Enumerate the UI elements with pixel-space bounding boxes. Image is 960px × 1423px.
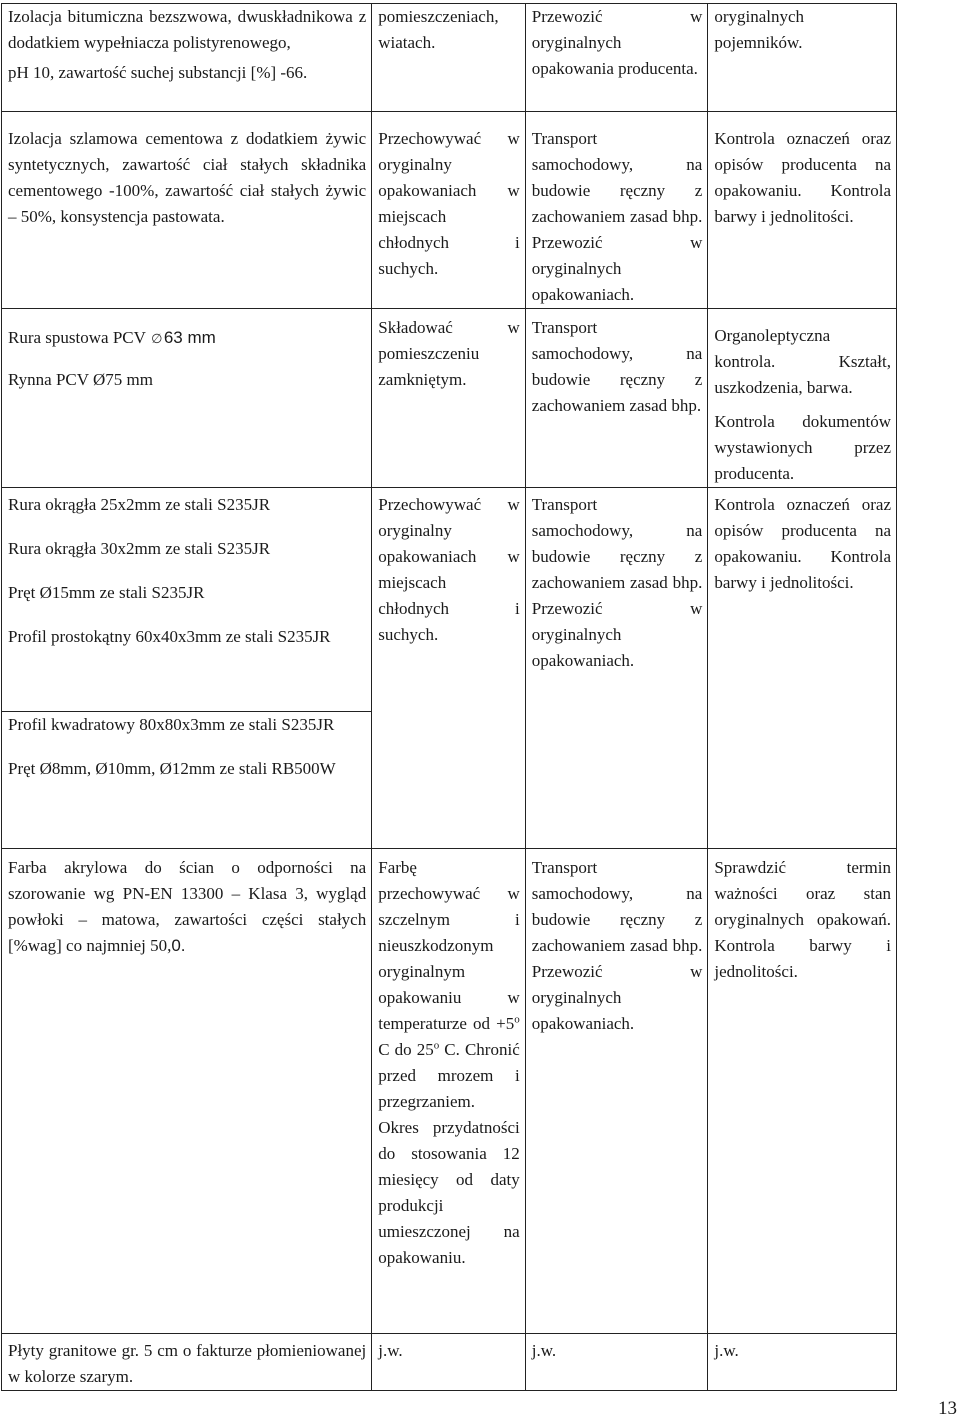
table-row bbox=[2, 1334, 897, 1391]
material-text: Rura okrągła 25x2mm ze stali S235JR bbox=[8, 495, 271, 514]
control-text: Sprawdzić termin ważności oraz stan oryginalnych opakowań. Kontrola barwy i jednolitości. bbox=[714, 858, 891, 981]
material-text bbox=[8, 325, 366, 353]
material-cell bbox=[2, 112, 372, 309]
table-row bbox=[2, 488, 897, 712]
control-cell bbox=[708, 849, 897, 1334]
material-text: Pręt Ø8mm, Ø10mm, Ø12mm ze stali RB500W bbox=[8, 759, 336, 778]
degree-mark: o bbox=[433, 1039, 440, 1052]
storage-cell bbox=[372, 488, 526, 849]
storage-text-part: C do 25 bbox=[378, 1040, 434, 1059]
material-text: Rynna PCV Ø75 mm bbox=[8, 370, 153, 389]
transport-cell bbox=[525, 488, 708, 849]
storage-cell bbox=[372, 112, 526, 309]
material-text: Płyty granitowe gr. 5 cm o fakturze płomieniowanej w kolorze szarym. bbox=[8, 1341, 367, 1386]
transport-text: Transport samochodowy, na budowie ręczny z zachowaniem zasad bhp. Przewozić w oryginalnych opakowaniach. bbox=[531, 858, 703, 1033]
storage-cell bbox=[372, 849, 526, 1334]
material-cell bbox=[2, 849, 372, 1334]
storage-text: Przechowywać w oryginalny opakowaniach w miejscach chłodnych i suchych. bbox=[378, 129, 520, 278]
storage-text-part: C. Chronić przed mrozem i przegrzaniem. Okres przydatności do stosowania 12 miesięcy od daty produkcji umieszczonej na opakowaniu. bbox=[378, 1040, 520, 1267]
storage-cell bbox=[372, 4, 526, 112]
material-cell bbox=[2, 488, 372, 712]
material-text bbox=[8, 855, 366, 959]
control-cell bbox=[708, 488, 897, 849]
material-text: Profil kwadratowy 80x80x3mm ze stali S235JR bbox=[8, 715, 335, 734]
paint-description-tail: 0. bbox=[171, 936, 186, 955]
degree-mark: o bbox=[514, 1013, 520, 1026]
control-text: Organoleptyczna kontrola. Kształt, uszkodzenia, barwa. bbox=[714, 326, 891, 397]
transport-text: Transport samochodowy, na budowie ręczny z zachowaniem zasad bhp. Przewozić w oryginalnych opakowaniach. bbox=[531, 129, 703, 304]
transport-cell bbox=[525, 849, 708, 1334]
pipe-label: Rura spustowa PCV bbox=[8, 328, 150, 347]
material-text: Pręt Ø15mm ze stali S235JR bbox=[8, 583, 205, 602]
material-cell bbox=[2, 1334, 372, 1391]
pipe-size: 63 mm bbox=[163, 328, 216, 347]
storage-text bbox=[378, 855, 520, 1271]
storage-text: Przechowywać w oryginalny opakowaniach w miejscach chłodnych i suchych. bbox=[378, 495, 520, 644]
transport-cell bbox=[525, 1334, 708, 1391]
control-cell bbox=[708, 309, 897, 488]
storage-text: Składować w pomieszczeniu zamkniętym. bbox=[378, 318, 520, 389]
storage-cell bbox=[372, 309, 526, 488]
material-text: Rura okrągła 30x2mm ze stali S235JR bbox=[8, 539, 271, 558]
transport-text: Transport samochodowy, na budowie ręczny z zachowaniem zasad bhp. Przewozić w oryginalnych opakowaniach. bbox=[531, 495, 703, 670]
storage-text: j.w. bbox=[378, 1341, 403, 1360]
table-row bbox=[2, 112, 897, 309]
control-text: Kontrola oznaczeń oraz opisów producenta na opakowaniu. Kontrola barwy i jednolitości. bbox=[714, 129, 891, 226]
material-text: Profil prostokątny 60x40x3mm ze stali S235JR bbox=[8, 627, 331, 646]
transport-cell bbox=[525, 4, 708, 112]
material-text: Izolacja szlamowa cementowa z dodatkiem żywic syntetycznych, zawartość ciał stałych składnika cementowego -100%, zawartość ciał stałych żywic – 50%, konsystencja pastowata. bbox=[8, 129, 367, 226]
control-cell bbox=[708, 112, 897, 309]
material-text: Izolacja bitumiczna bezszwowa, dwuskładnikowa z dodatkiem wypełniacza polistyrenowego, bbox=[8, 7, 367, 52]
diameter-icon: ∅ bbox=[151, 332, 163, 347]
control-text: Kontrola oznaczeń oraz opisów producenta na opakowaniu. Kontrola barwy i jednolitości. bbox=[714, 495, 891, 592]
specification-table bbox=[1, 3, 897, 1391]
transport-cell bbox=[525, 112, 708, 309]
material-cell bbox=[2, 309, 372, 488]
material-text: pH 10, zawartość suchej substancji [%] -66. bbox=[8, 63, 308, 82]
material-cell bbox=[2, 4, 372, 112]
storage-cell bbox=[372, 1334, 526, 1391]
storage-text: pomieszczeniach, wiatach. bbox=[378, 7, 499, 52]
transport-text: Transport samochodowy, na budowie ręczny z zachowaniem zasad bhp. bbox=[531, 318, 703, 415]
control-text: oryginalnych pojemników. bbox=[714, 7, 805, 52]
page-number: 13 bbox=[938, 1398, 957, 1419]
paint-description: Farba akrylowa do ścian o odporności na szorowanie wg PN-EN 13300 – Klasa 3, wygląd powłoki – matowa, zawartości części stałych [%wag] co najmniej 50, bbox=[8, 858, 367, 955]
material-cell bbox=[2, 712, 372, 849]
table-row bbox=[2, 849, 897, 1334]
control-cell bbox=[708, 1334, 897, 1391]
transport-text: Przewozić w oryginalnych opakowania producenta. bbox=[531, 7, 703, 78]
storage-text-part: Farbę przechowywać w szczelnym i nieuszkodzonym oryginalnym opakowaniu w temperaturze od +5 bbox=[378, 858, 520, 1033]
table-row bbox=[2, 4, 897, 112]
transport-cell bbox=[525, 309, 708, 488]
control-text: Kontrola dokumentów wystawionych przez producenta. bbox=[714, 412, 891, 483]
transport-text: j.w. bbox=[531, 1341, 557, 1360]
table-row bbox=[2, 309, 897, 488]
control-text: j.w. bbox=[714, 1341, 739, 1360]
control-cell bbox=[708, 4, 897, 112]
